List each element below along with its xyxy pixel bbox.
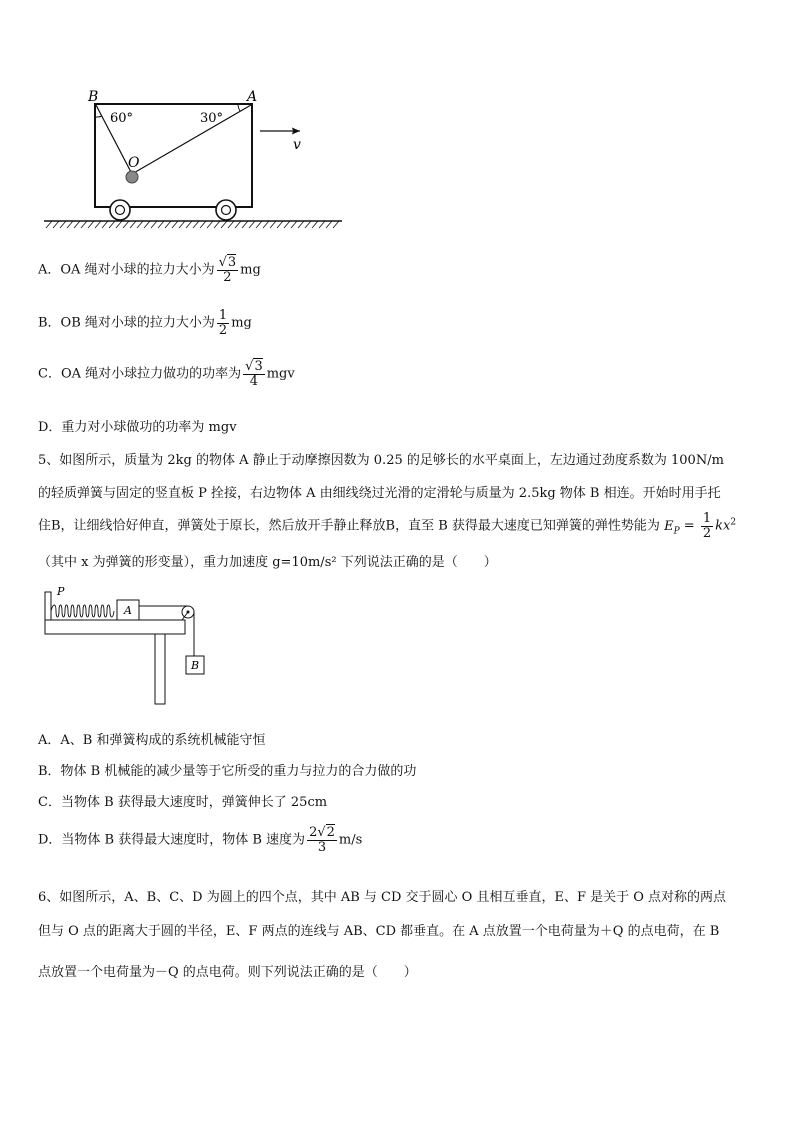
table-leg [155,634,165,704]
q4-option-a: A．OA 绳对小球的拉力大小为 $\frac{√3}{2}$ mg [38,255,261,285]
angle-arc-b [96,116,102,117]
label-b: B [88,89,99,105]
cart-figure [40,84,350,234]
spring [51,605,114,617]
q5-line-4: （其中 x 为弹簧的形变量），重力加速度 g=10m/s² 下列说法正确的是（ ） [38,555,497,570]
q4-option-d: D．重力对小球做功的功率为 mgv [38,420,237,435]
wheel-right [216,200,236,220]
q5-line-3: 住B，让细线恰好伸直，弹簧处于原长，然后放开手静止释放B，直至 B 获得最大速度已知弹簧的弹性势能为 $E_P$ = $\frac{1}{2}$ $kx^2$ [38,511,737,541]
angle-arc-a [238,105,240,111]
label-a: A [247,89,258,105]
label-v: v [293,137,301,153]
q5-option-d: D．当物体 B 获得最大速度时，物体 B 速度为 $\frac{2√2}{3}$ m/s [38,825,363,855]
q5-line-2: 的轻质弹簧与固定的竖直板 P 拴接，右边物体 A 由细线绕过光滑的定滑轮与质量为 2.5kg 物体 B 相连。开始时用手托 [38,486,721,501]
q5-option-b: B．物体 B 机械能的减少量等于它所受的重力与拉力的合力做的功 [38,764,417,779]
label-block-b: B [191,659,200,672]
table-top [45,620,185,634]
label-block-a: A [124,604,132,617]
q4-option-c: C．OA 绳对小球拉力做功的功率为 $\frac{√3}{4}$ mgv [38,359,295,389]
spring-pulley-figure [42,584,212,708]
string-oa [132,105,251,174]
label-p: P [57,585,65,598]
angle-b-label: 60° [110,111,134,126]
q5-line-1: 5、如图所示，质量为 2kg 的物体 A 静止于动摩擦因数为 0.25 的足够长的水平桌面上，左边通过劲度系数为 100N/m [38,453,724,468]
elastic-energy-formula: $E_P$ [664,518,680,537]
q4-option-b: B．OB 绳对小球的拉力大小为 $\frac{1}{2}$ mg [38,308,252,338]
ball [126,171,138,183]
q5-option-c: C．当物体 B 获得最大速度时，弹簧伸长了 25cm [38,795,328,810]
wheel-left [110,200,130,220]
q5-option-a: A．A、B 和弹簧构成的系统机械能守恒 [38,733,266,748]
q6-line-3: 点放置一个电荷量为－Q 的点电荷。则下列说法正确的是（ ） [38,965,417,980]
q6-line-2: 但与 O 点的距离大于圆的半径，E、F 两点的连线与 AB、CD 都垂直。在 A 点放置一个电荷量为＋Q 的点电荷，在 B [38,924,720,939]
label-o: O [128,155,140,171]
q6-line-1: 6、如图所示，A、B、C、D 为圆上的四个点，其中 AB 与 CD 交于圆心 O 且相互垂直，E、F 是关于 O 点对称的两点 [38,890,727,905]
angle-a-label: 30° [200,111,224,126]
